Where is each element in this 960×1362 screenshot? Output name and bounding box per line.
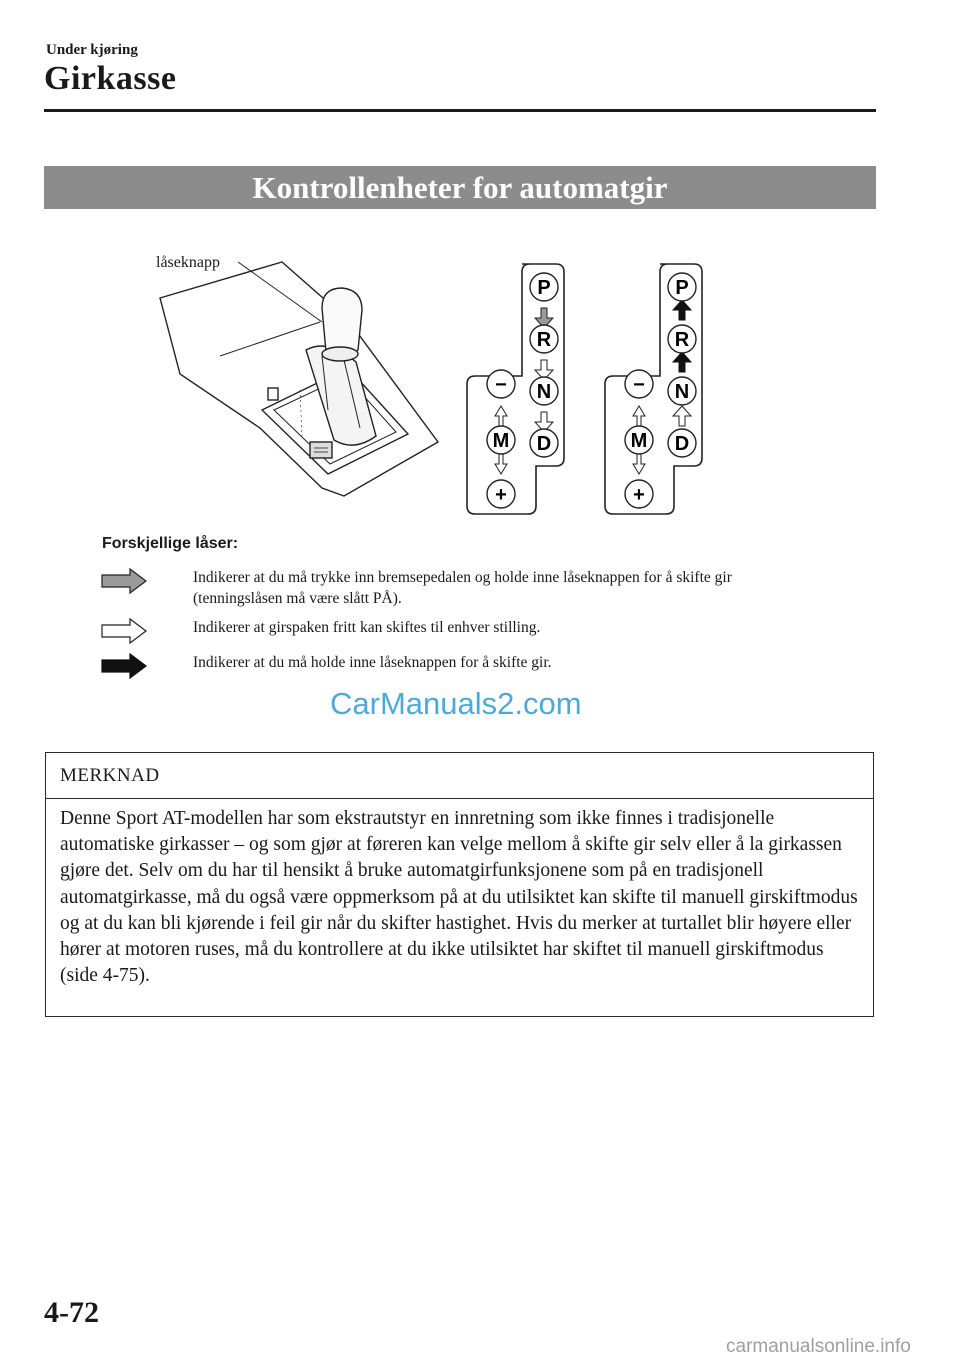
gate-left-pos-n: N [536,381,552,403]
section-banner: Kontrollenheter for automatgir [44,166,876,209]
page-number: 4-72 [44,1296,99,1329]
gray-arrow-icon [100,567,148,595]
legend-text-outline: Indikerer at girspaken fritt kan skiftes til enhver stilling. [193,619,541,636]
gate-right-pos-m: M [630,430,648,452]
shift-gate-left [467,264,564,514]
gate-left-minus: − [495,374,507,396]
gate-left-pos-p: P [537,277,551,299]
black-arrow-icon [100,652,148,680]
legend-heading: Forskjellige låser: [102,535,239,552]
page-title: Girkasse [44,60,177,97]
gate-left-plus: + [495,484,507,506]
legend-text-gray: Indikerer at du må trykke inn bremsepedalen og holde inne låseknappen for å skifte gir (tenningslåsen må være slått PÅ). [193,569,732,607]
gate-right-pos-n: N [674,381,690,403]
note-body: Denne Sport AT-modellen har som ekstrautstyr en innretning som ikke finnes i tradisjonelle automatiske girkasser – og som gjør at føreren kan velge mellom å skifte gir selv eller å la girkassen gjøre det. Selv om du har til hensikt å bruke automatgirfunksjonene som på en tradisjonell automatgirkasse, må du også være oppmerksom på at du utilsiktet kan skifte til manuell girskiftmodus og at du kan bli kjørende i feil gir når du skifter hastighet. Hvis du merker at turtallet blir høyere eller hører at motoren ruses, må du kontrollere at du ikke utilsiktet har skiftet til manuell girskiftmodus (side 4-75). [60,808,858,987]
shift-console-illustration [160,262,438,496]
gate-right-pos-p: P [675,277,689,299]
footer-site[interactable]: carmanualsonline.info [726,1336,911,1357]
breadcrumb: Under kjøring [46,42,138,58]
note-heading: MERKNAD [60,765,160,786]
outline-arrow-icon [100,617,148,645]
gate-right-pos-d: D [674,433,690,455]
gate-right-plus: + [633,484,645,506]
watermark: CarManuals2.com [330,686,582,721]
legend-text-black: Indikerer at du må holde inne låseknappen for å skifte gir. [193,654,552,671]
callout-lock-button-label: låseknapp [156,254,220,271]
gate-left-pos-r: R [536,329,552,351]
title-rule [44,109,876,112]
gate-right-minus: − [633,374,645,396]
gate-right-pos-r: R [674,329,690,351]
shift-gate-right [605,264,702,514]
gate-left-pos-m: M [492,430,510,452]
note-divider [46,798,873,799]
note-box [45,752,874,1017]
shift-lever-figure [150,250,720,520]
gate-left-pos-d: D [536,433,552,455]
